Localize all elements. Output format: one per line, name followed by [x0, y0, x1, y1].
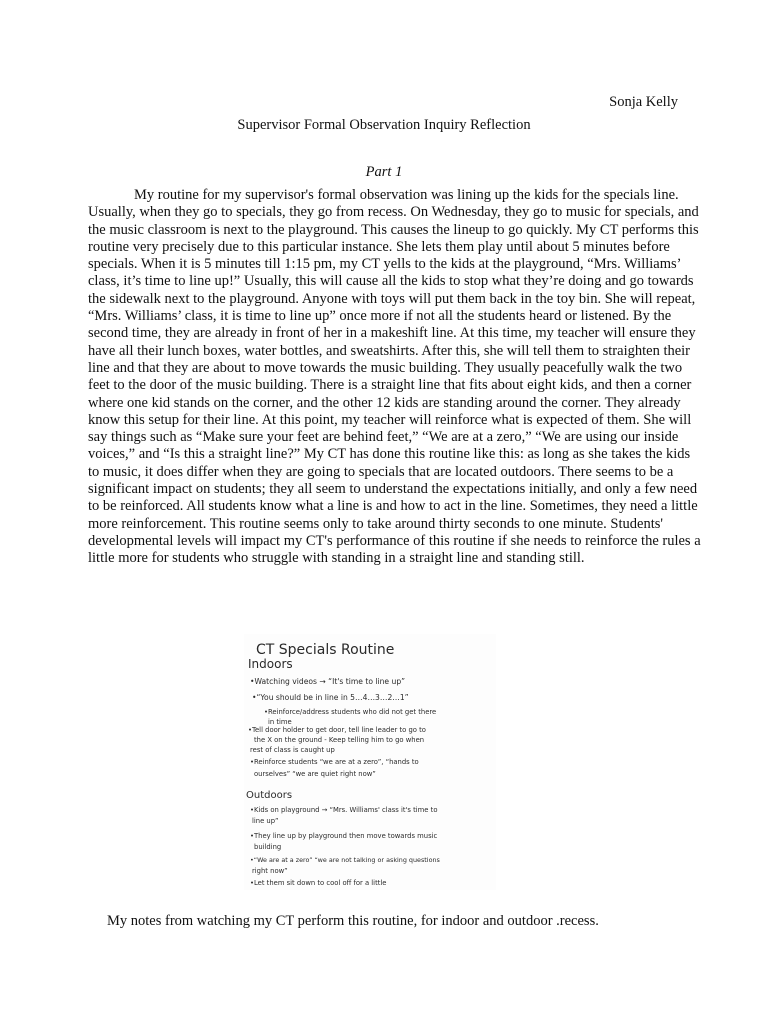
- notes-indoors-heading: Indoors: [248, 657, 293, 671]
- handwritten-notes-image: [244, 634, 496, 890]
- notes-indoors-line: rest of class is caught up: [250, 746, 335, 754]
- notes-indoors-line: in time: [268, 718, 292, 726]
- notes-indoors-line: •Reinforce students “we are at a zero”, “hands to: [250, 758, 419, 766]
- notes-outdoors-line: right now”: [252, 867, 288, 875]
- notes-title: CT Specials Routine: [256, 642, 395, 658]
- author-name: Sonja Kelly: [609, 94, 678, 110]
- document-title: Supervisor Formal Observation Inquiry Reflection: [237, 117, 531, 133]
- body-paragraph-text: My routine for my supervisor's formal observation was lining up the kids for the specials line. Usually, when they go to specials, they go from recess. On Wednesday, they go to music for specials, and the music classroom is next to the playground. This causes the lineup to go quickly. My CT performs this routine very precisely due to this particular instance. She lets them play until about 5 minutes before specials. When it is 5 minutes till 1:15 pm, my CT yells to the kids at the playground, “Mrs. Williams’ class, it’s time to line up!” Usually, this will cause all the kids to stop what they’re doing and go towards the sidewalk next to the playground. Anyone with toys will put them back in the toy bin. She will repeat, “Mrs. Williams’ class, it is time to line up” once more if not all the students heard or listened. By the second time, they are already in front of her in a makeshift line. At this time, my teacher will ensure they have all their lunch boxes, water bottles, and sweatshirts. After this, she will tell them to straighten their line and that they are about to move towards the music building. They usually peacefully walk the two feet to the door of the music building. There is a straight line that fits about eight kids, and then a corner where one kid stands on the corner, and the other 12 kids are standing around the corner. They already know this setup for their line. At this point, my teacher will reinforce what is expected of them. She will say things such as “Make sure your feet are behind feet,” “We are at a zero,” “We are using our inside voices,” and “Is this a straight line?” My CT has done this routine like this: as long as she takes the kids to music, it does differ when they are going to specials that are located outdoors. There seems to be a significant impact on students; they all seem to understand the expectations initially, and only a few need to be reinforced. All students know what a line is and how to act in the line. Sometimes, they need a little more reinforcement. This routine seems only to take around thirty seconds to one minute. Students' developmental levels will impact my CT's performance of this routine if she needs to reinforce the rules a little more for students who struggle with standing in a straight line and standing still.: [88, 187, 701, 567]
- notes-indoors-line: the X on the ground - Keep telling him to go when: [254, 736, 425, 744]
- section-heading: Part 1: [365, 164, 403, 180]
- notes-outdoors-heading: Outdoors: [246, 790, 293, 801]
- notes-outdoors-line: •They line up by playground then move towards music: [250, 832, 438, 840]
- notes-outdoors-line: •Kids on playground → “Mrs. Williams' class it's time to: [250, 806, 438, 814]
- image-caption: My notes from watching my CT perform this routine, for indoor and outdoor .recess.: [107, 913, 599, 929]
- notes-indoors-line: ourselves” “we are quiet right now”: [254, 770, 376, 778]
- notes-indoors-line: •Watching videos → “It's time to line up”: [250, 677, 406, 686]
- notes-outdoors-line: line up”: [252, 817, 279, 825]
- notes-indoors-line: •“You should be in line in 5…4…3…2…1”: [252, 693, 409, 702]
- notes-outdoors-line: building: [254, 843, 282, 851]
- notes-outdoors-line: •“We are at a zero” “we are not talking or asking questions: [250, 856, 440, 864]
- notes-indoors-line: •Tell door holder to get door, tell line leader to go to: [248, 726, 426, 734]
- notes-indoors-line: •Reinforce/address students who did not get there: [264, 708, 437, 716]
- body-paragraph: [88, 187, 705, 568]
- notes-outdoors-line: •Let them sit down to cool off for a little: [250, 879, 387, 887]
- handwritten-notes-svg: [244, 634, 496, 890]
